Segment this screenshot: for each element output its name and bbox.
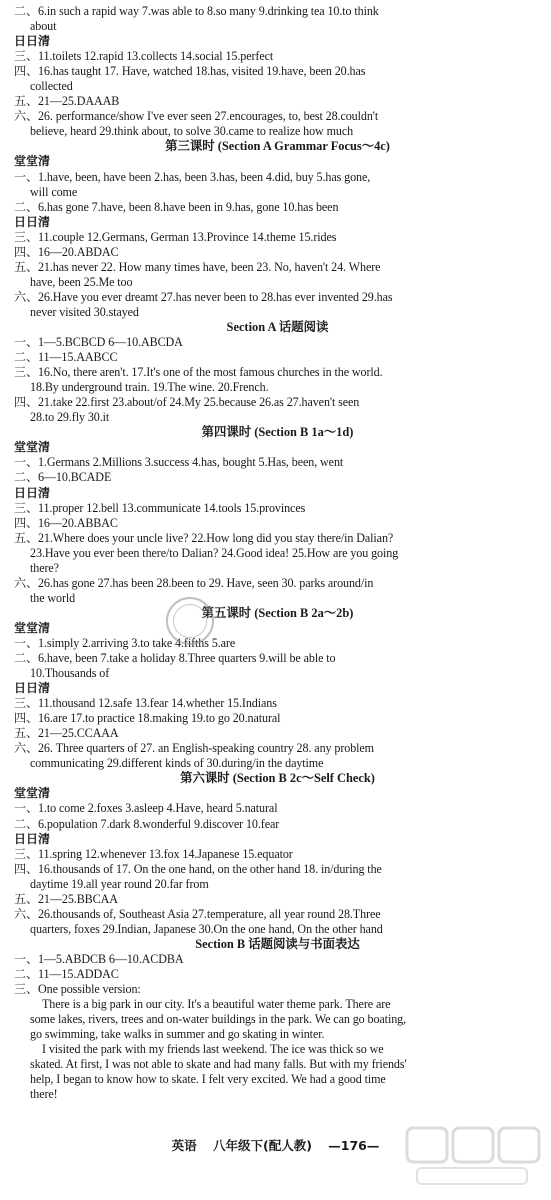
practice-label: 日日清 [14,485,51,500]
practice-label: 日日清 [14,34,51,49]
answer-line-continued: help, I began to know how to skate. I felt very excited. We had a good time [30,1072,386,1087]
practice-label: 堂堂清 [14,440,51,455]
answer-line-continued: some lakes, rivers, trees and on-water buildings in the park. We can go boating, [30,1012,407,1027]
practice-label: 日日清 [14,831,51,846]
stamp-inner-ring [173,604,207,638]
answer-line: 三、11.proper 12.bell 13.communicate 14.tools 15.provinces [14,500,306,515]
answer-line: 四、16—20.ABBAC [14,515,118,530]
answer-line-continued: have, been 25.Me too [30,274,133,289]
answer-line-continued: 10.Thousands of [30,666,110,681]
answer-line-continued: about [30,19,57,34]
section-heading: 第三课时 (Section A Grammar Focus～4c) [165,139,390,154]
essay-paragraph-start: There is a big park in our city. It's a beautiful water theme park. There are [42,997,391,1012]
answer-line: 三、11.spring 12.whenever 13.fox 14.Japanese 15.equator [14,846,293,861]
answer-line-continued: 28.to 29.fly 30.it [30,410,110,425]
answer-line: 一、1.to come 2.foxes 3.asleep 4.Have, heard 5.natural [14,801,278,816]
answer-line: 一、1.have, been, have been 2.has, been 3.has, been 4.did, buy 5.has gone, [14,169,371,184]
answer-line: 六、26. performance/show I've ever seen 27.encourages, to, best 28.couldn't [14,109,379,124]
answer-line: 三、One possible version: [14,982,141,997]
answer-line: 三、11.thousand 12.safe 13.fear 14.whether 15.Indians [14,696,277,711]
answer-line-continued: skated. At first, I was not able to skate and had many falls. But with my friends' [30,1057,407,1072]
answer-line: 六、26.Have you ever dreamt 27.has never been to 28.has ever invented 29.has [14,289,393,304]
answer-line: 二、6—10.BCADE [14,470,112,485]
section-heading: 第四课时 (Section B 1a～1d) [201,425,354,440]
answer-line: 五、21—25.DAAAB [14,94,120,109]
answer-line-continued: go swimming, take walks in summer and go skating in winter. [30,1027,325,1042]
stamp-seal-icon [166,597,214,645]
answer-line: 四、16.thousands of 17. On the one hand, on the other hand 18. in/during the [14,861,382,876]
answer-line: 三、11.toilets 12.rapid 13.collects 14.social 15.perfect [14,49,274,64]
answer-line: 五、21.has never 22. How many times have, been 23. No, haven't 24. Where [14,259,381,274]
practice-label: 日日清 [14,214,51,229]
answer-line: 二、11—15.ADDAC [14,967,119,981]
section-heading: 第五课时 (Section B 2a～2b) [201,605,354,620]
answer-line: 三、16.No, there aren't. 17.It's one of the most famous churches in the world. [14,365,383,380]
answer-line-continued: will come [30,184,78,199]
essay-paragraph-start: I visited the park with my friends last weekend. The ice was thick so we [42,1042,384,1057]
section-heading: 第六课时 (Section B 2c～Self Check) [180,771,375,786]
answer-line: 四、16—20.ABDAC [14,244,119,259]
practice-label: 堂堂清 [14,786,51,801]
answer-line: 六、26. Three quarters of 27. an English-speaking country 28. any problem [14,741,374,756]
answer-line-continued: there? [30,560,59,575]
answer-line: 二、6.population 7.dark 8.wonderful 9.discover 10.fear [14,816,280,831]
answer-line: 五、21.Where does your uncle live? 22.How long did you stay there/in Dalian? [14,530,394,545]
practice-label: 堂堂清 [14,154,51,169]
answer-line: 四、16.has taught 17. Have, watched 18.has, visited 19.have, been 20.has [14,64,366,79]
answer-line-continued: never visited 30.stayed [30,304,139,319]
answer-line: 一、1—5.BCBCD 6—10.ABCDA [14,335,183,350]
answer-line: 五、21—25.CCAAA [14,726,119,741]
answer-line: 五、21—25.BBCAA [14,891,118,906]
answer-line: 二、6.in such a rapid way 7.was able to 8.so many 9.drinking tea 10.to think [14,4,379,18]
practice-label: 堂堂清 [14,620,51,635]
answer-line-continued: 23.Have you ever been there/to Dalian? 24.Good idea! 25.How are you going [30,545,399,560]
answer-line: 一、1—5.ABDCB 6—10.ACDBA [14,951,184,966]
answer-line-continued: quarters, foxes 29.Indian, Japanese 30.On the one hand, On the other hand [30,921,383,936]
answer-line: 四、16.are 17.to practice 18.making 19.to go 20.natural [14,711,281,726]
answer-line-continued: communicating 29.different kinds of 30.during/in the daytime [30,756,324,771]
section-heading: Section B 话题阅读与书面表达 [195,936,360,951]
answer-line: 二、6.have, been 7.take a holiday 8.Three quarters 9.will be able to [14,651,336,666]
answer-line-continued: believe, heard 29.think about, to solve 30.came to realize how much [30,124,354,139]
answer-line: 一、1.Germans 2.Millions 3.success 4.has, bought 5.Has, been, went [14,455,344,470]
answer-line: 三、11.couple 12.Germans, German 13.Province 14.theme 15.rides [14,229,337,244]
footer-subject: 英语 [171,1138,197,1153]
answer-line-continued: 18.By underground train. 19.The wine. 20.French. [30,380,269,395]
answer-line: 一、1.simply 2.arriving 3.to take 4.fifths 5.are [14,635,236,650]
watermark-logo-icon [397,1120,547,1190]
section-heading: Section A 话题阅读 [226,319,329,334]
answer-line-continued: the world [30,590,76,605]
footer-grade: 八年级下(配人教) [212,1138,312,1153]
answer-line: 二、11—15.AABCC [14,350,118,365]
answer-line: 二、6.has gone 7.have, been 8.have been in 9.has, gone 10.has been [14,199,339,214]
practice-label: 日日清 [14,681,51,696]
footer-page-number: —176— [328,1138,380,1153]
answer-line: 六、26.thousands of, Southeast Asia 27.temperature, all year round 28.Three [14,906,381,921]
answer-line-continued: daytime 19.all year round 20.far from [30,876,209,891]
answer-page [14,4,541,1102]
answer-line-continued: collected [30,79,73,94]
answer-line-continued: there! [30,1087,58,1102]
answer-line: 四、21.take 22.first 23.about/of 24.My 25.because 26.as 27.haven't seen [14,395,360,410]
answer-line: 六、26.has gone 27.has been 28.been to 29. Have, seen 30. parks around/in [14,575,374,590]
